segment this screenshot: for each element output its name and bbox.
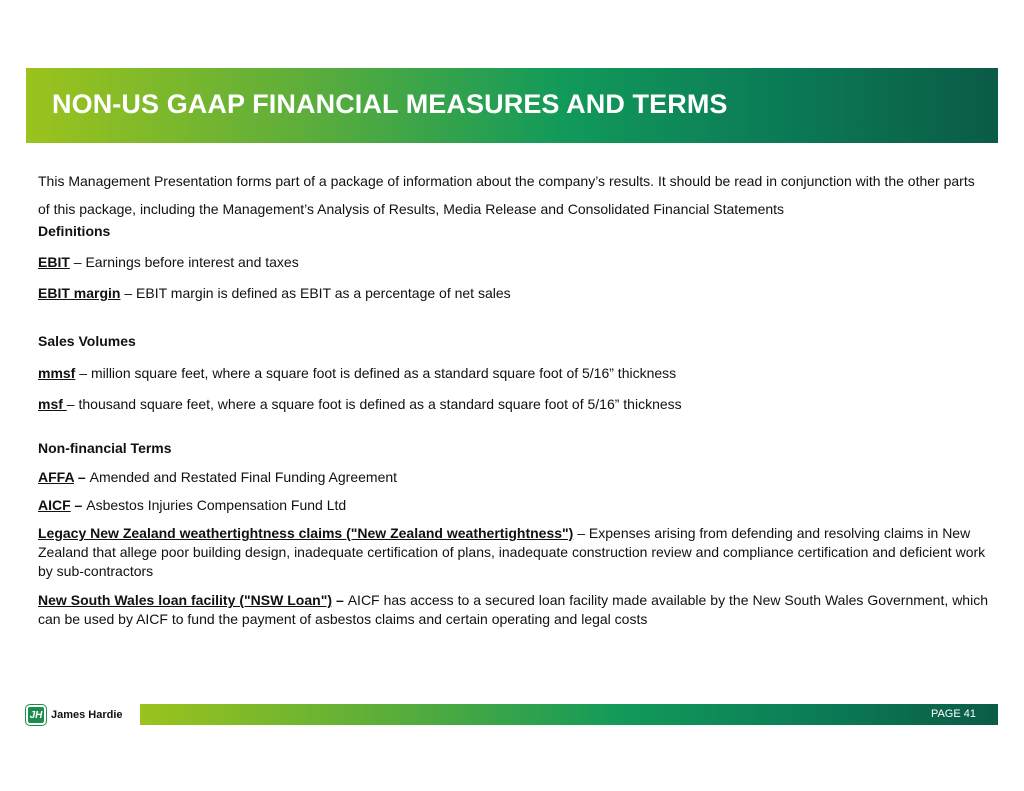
definition-text: Expenses arising from defending and resolving claims in New Zealand that allege poor building design, inadequate certification of plans, inadequate construction review and compliance certification and deficient work by sub-contractors: [38, 525, 986, 579]
sales-volumes-heading: Sales Volumes: [38, 333, 136, 349]
dash: –: [75, 365, 91, 381]
definition-text: million square feet, where a square foot is defined as a standard square foot of 5/16” thickness: [90, 365, 677, 381]
page-title: NON-US GAAP FINANCIAL MEASURES AND TERMS: [52, 89, 728, 119]
non-financial-heading: Non-financial Terms: [38, 440, 172, 456]
dash: –: [74, 469, 90, 485]
term-msf: msf: [38, 396, 67, 412]
footer-bar: [140, 704, 998, 725]
term-aicf: AICF: [38, 497, 71, 513]
intro-paragraph: This Management Presentation forms part of a package of information about the company’s results. It should be read in conjunction with the other parts of this package, including the Management’s Analysis of Results, Media Release and Consolidated Financial Statements: [38, 173, 975, 217]
definition-mmsf: [38, 364, 988, 383]
dash: –: [66, 396, 79, 412]
james-hardie-logo: [26, 704, 123, 726]
definition-text: Asbestos Injuries Compensation Fund Ltd: [86, 497, 347, 513]
dash: –: [69, 254, 86, 270]
dash: –: [332, 592, 348, 608]
title-bar: [26, 68, 998, 143]
term-nz-weathertightness: Legacy New Zealand weathertightness claims ("New Zealand weathertightness"): [38, 525, 574, 541]
page-number: PAGE 41: [930, 708, 976, 720]
definition-text: AICF has access to a secured loan facility made available by the New South Wales Government, which can be used by AICF to fund the payment of asbestos claims and certain operating and legal costs: [38, 592, 988, 627]
definition-nz-weathertightness: [38, 524, 988, 580]
term-affa: AFFA: [38, 469, 75, 485]
term-mmsf: mmsf: [38, 365, 76, 381]
term-ebit: EBIT: [38, 254, 70, 270]
definition-text: Earnings before interest and taxes: [85, 254, 299, 270]
definition-text: Amended and Restated Final Funding Agreement: [89, 469, 398, 485]
definition-affa: [38, 468, 988, 487]
dash: –: [120, 285, 137, 301]
definition-nsw-loan: [38, 591, 988, 629]
term-nsw-loan: New South Wales loan facility ("NSW Loan"): [38, 592, 332, 608]
dash: –: [70, 497, 87, 513]
definition-msf: [38, 395, 988, 414]
dash: –: [573, 525, 589, 541]
definition-text: EBIT margin is defined as EBIT as a percentage of net sales: [136, 285, 511, 301]
definition-aicf: [38, 496, 988, 515]
definition-ebit: [38, 253, 988, 272]
logo-mark-icon: JH: [26, 705, 46, 725]
definitions-heading: Definitions: [38, 223, 111, 239]
term-ebit-margin: EBIT margin: [38, 285, 121, 301]
brand-name: James Hardie: [51, 709, 123, 721]
definition-ebit-margin: [38, 284, 988, 303]
definition-text: thousand square feet, where a square foot is defined as a standard square foot of 5/16” thickness: [78, 396, 682, 412]
